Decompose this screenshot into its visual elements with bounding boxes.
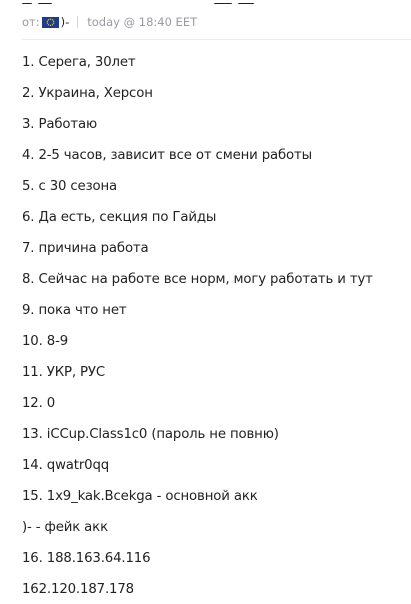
post-meta: [22, 13, 197, 31]
answer-line: 16. 188.163.64.116: [22, 551, 151, 566]
answer-line: 162.120.187.178: [22, 582, 134, 597]
answer-line: 12. 0: [22, 396, 56, 411]
post-body: [22, 51, 407, 604]
header-divider: [22, 39, 411, 40]
answer-line: 6. Да есть, секция по Гайды: [22, 210, 217, 225]
answer-line: 8. Сейчас на работе все норм, могу работать и тут: [22, 272, 373, 287]
answer-line: 7. причина работа: [22, 241, 149, 256]
answer-line: 1. Серега, 30лет: [22, 55, 136, 70]
answer-line: 13. iCCup.Class1c0 (пароль не повню): [22, 427, 279, 442]
answer-line: 15. 1x9_kak.Bcekga - основной акк: [22, 489, 258, 504]
post-author[interactable]: [22, 15, 69, 29]
eu-flag-icon: [42, 17, 59, 28]
author-prefix: от:: [22, 15, 40, 29]
author-name: )-: [60, 15, 70, 29]
answer-line: 4. 2-5 часов, зависит все от смени работы: [22, 148, 312, 163]
answer-line: 10. 8-9: [22, 334, 69, 349]
answer-line: )- - фейк акк: [22, 520, 108, 535]
post-timestamp: today @ 18:40 EET: [87, 15, 198, 29]
answer-line: 2. Украина, Херсон: [22, 86, 153, 101]
answer-line: 11. УКР, РУС: [22, 365, 105, 380]
answer-line: 3. Работаю: [22, 117, 98, 132]
answer-line: 14. qwatr0qq: [22, 458, 110, 473]
answer-line: 5. с 30 сезона: [22, 179, 118, 194]
answer-line: 9. пока что нет: [22, 303, 127, 318]
post-title-cutoff: [22, 0, 402, 4]
meta-separator: [77, 16, 78, 28]
